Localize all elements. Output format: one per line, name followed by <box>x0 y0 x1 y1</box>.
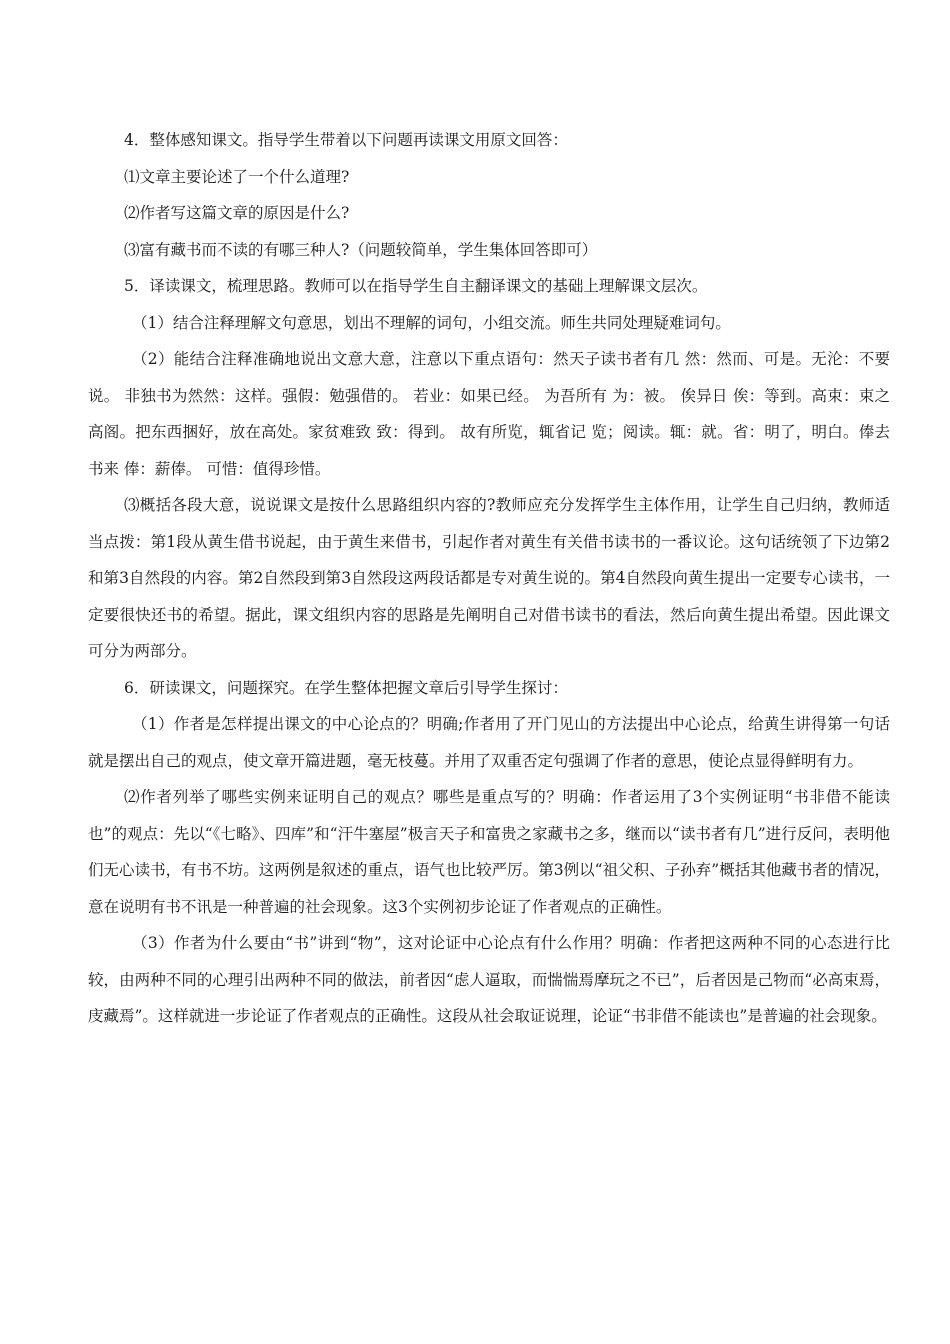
paragraph-step-6: 6．研读课文，问题探究。在学生整体把握文章后引导学生探讨： <box>124 678 568 697</box>
paragraph-step-4: 4．整体感知课文。指导学生带着以下问题再读课文用原文回答： <box>124 131 568 149</box>
paragraph-step-5: 5．译读课文，梳理思路。教师可以在指导学生自主翻译课文的基础上理解课文层次。 <box>124 277 708 295</box>
paragraph-step-5-1: （1）结合注释理解文句意思，划出不理解的词句，小组交流。师生共同处理疑难词句。 <box>132 313 731 332</box>
paragraph-step-6-3: （3）作者为什么要由“书”讲到“物”，这对论证中心论点有什么作用？明确：作者把这两种不同的心态进行比较，由两种不同的心理引出两种不同的做法，前者因“虑人逼取，而惴惴焉摩玩之不已”，后者因是己物而“必高束焉，庋藏焉”。这样就进一步论证了作者观点的正确性。这段从社会取证说理，论证“书非借不能读也”是普遍的社会现象。 <box>88 934 890 1025</box>
paragraph-step-6-1: （1）作者是怎样提出课文的中心论点的？明确;作者用了开门见山的方法提出中心论点，给黄生讲得第一句话就是摆出自己的观点，使文章开篇进题，毫无枝蔓。并用了双重否定句强调了作者的意思，使论点显得鲜明有力。 <box>88 715 890 770</box>
paragraph-question-2: ⑵作者写这篇文章的原因是什么? <box>124 204 350 222</box>
paragraph-step-6-2: ⑵作者列举了哪些实例来证明自己的观点？哪些是重点写的？明确：作者运用了3个实例证明“书非借不能读也”的观点：先以“《七略》、四库”和“汗牛塞屋”极言天子和富贵之家藏书之多，继而以“读书者有几”进行反问，表明他们无心读书，有书不坊。这两例是叙述的重点，语气也比较严厉。第3例以“祖父积、子孙弃”概括其他藏书者的情况，意在说明有书不讯是一种普遍的社会现象。这3个实例初步论证了作者观点的正确性。 <box>88 788 890 916</box>
paragraph-step-5-3: ⑶概括各段大意，说说课文是按什么思路组织内容的?教师应充分发挥学生主体作用，让学生自己归纳，教师适当点拨：第1段从黄生借书说起，由于黄生来借书，引起作者对黄生有关借书读书的一番议论。这句话统领了下边第2和第3自然段的内容。第2自然段到第3自然段这两段话都是专对黄生说的。第4自然段向黄生提出一定要专心读书，一定要很快还书的希望。据此，课文组织内容的思路是先阐明自己对借书读书的看法，然后向黄生提出希望。因此课文可分为两部分。 <box>88 496 890 660</box>
paragraph-question-3: ⑶富有藏书而不读的有哪三种人?（问题较简单，学生集体回答即可） <box>124 240 598 259</box>
paragraph-question-1: ⑴文章主要论述了一个什么道理? <box>124 167 350 186</box>
paragraph-step-5-2: （2）能结合注释准确地说出文意大意，注意以下重点语句：然天子读书者有几 然：然而、可是。无沦：不要说。 非独书为然然：这样。强假：勉强借的。 若业：如果已经。 为吾所有 为：被。 俟异日 俟：等到。高束：束之高阁。把东西捆好，放在高处。家贫难致 致：得到。 故有所览，辄省记 览；阅读。辄：就。省：明了，明白。俸去书来 俸：薪俸。 可惜：值得珍惜。 <box>88 350 890 478</box>
